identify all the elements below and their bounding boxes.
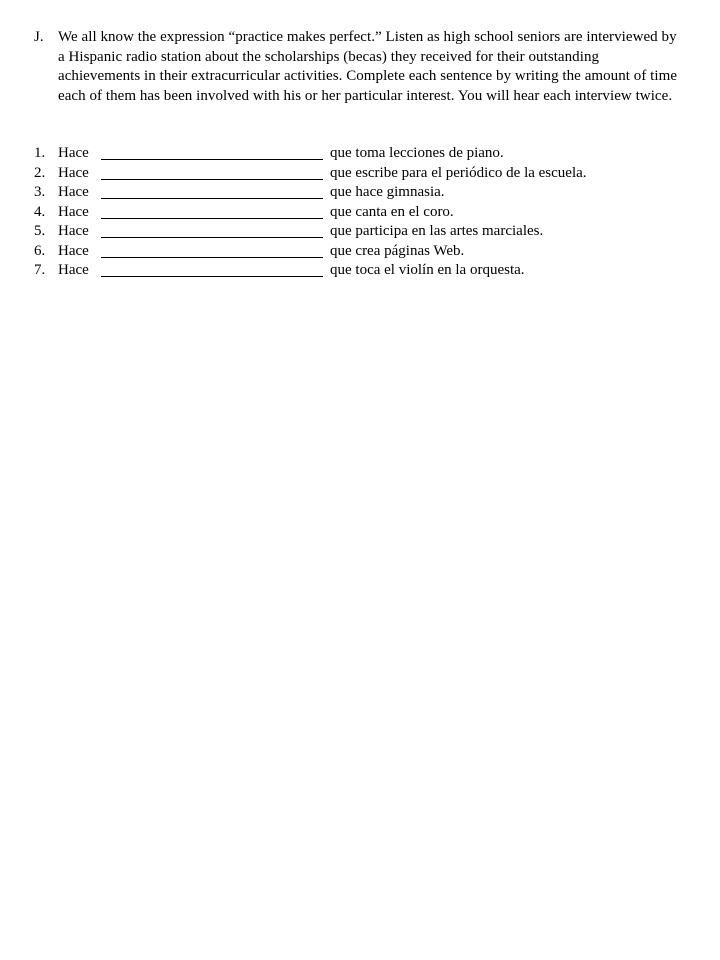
item-sentence: que hace gimnasia. [330,184,445,200]
item-hace: Hace [58,262,89,278]
item-sentence: que participa en las artes marciales. [330,223,544,239]
exercise-item-6 [34,242,684,262]
item-number: 4. [34,203,46,220]
item-hace: Hace [58,223,89,239]
item-hace: Hace [58,242,89,259]
exercise-item-3 [34,183,684,203]
section-instructions: We all know the expression “practice makes perfect.” Listen as high school seniors are interviewed by a Hispanic radio station about the scholarships (becas) they received for their outstanding achievements in their extracurricular activities. Complete each sentence by writing the amount of time each of them has been involved with his or her particular interest. You will hear each interview twice. [58,29,678,104]
item-number: 3. [34,184,46,200]
item-number: 1. [34,145,46,161]
answer-blank-6[interactable] [101,242,323,258]
exercise-item-2 [34,164,684,184]
item-sentence: que canta en el coro. [330,203,454,220]
item-sentence: que toca el violín en la orquesta. [330,262,525,278]
exercise-item-5 [34,222,684,242]
section-letter: J. [34,29,44,45]
item-hace: Hace [58,145,89,161]
exercise-item-4 [34,203,684,223]
exercise-item-7 [34,261,684,281]
item-hace: Hace [58,164,89,181]
item-number: 7. [34,262,46,278]
answer-blank-7[interactable] [101,261,323,277]
answer-blank-1[interactable] [101,144,323,160]
section-j [34,28,684,106]
answer-blank-2[interactable] [101,164,323,180]
item-hace: Hace [58,184,89,200]
item-number: 2. [34,164,46,181]
answer-blank-4[interactable] [101,203,323,219]
item-sentence: que escribe para el periódico de la escuela. [330,164,587,181]
exercise-item-1 [34,144,684,164]
item-number: 5. [34,223,46,239]
item-sentence: que toma lecciones de piano. [330,145,504,161]
answer-blank-5[interactable] [101,222,323,238]
item-hace: Hace [58,203,89,220]
exercise-list [34,144,684,281]
answer-blank-3[interactable] [101,183,323,199]
item-sentence: que crea páginas Web. [330,242,465,259]
item-number: 6. [34,242,46,259]
